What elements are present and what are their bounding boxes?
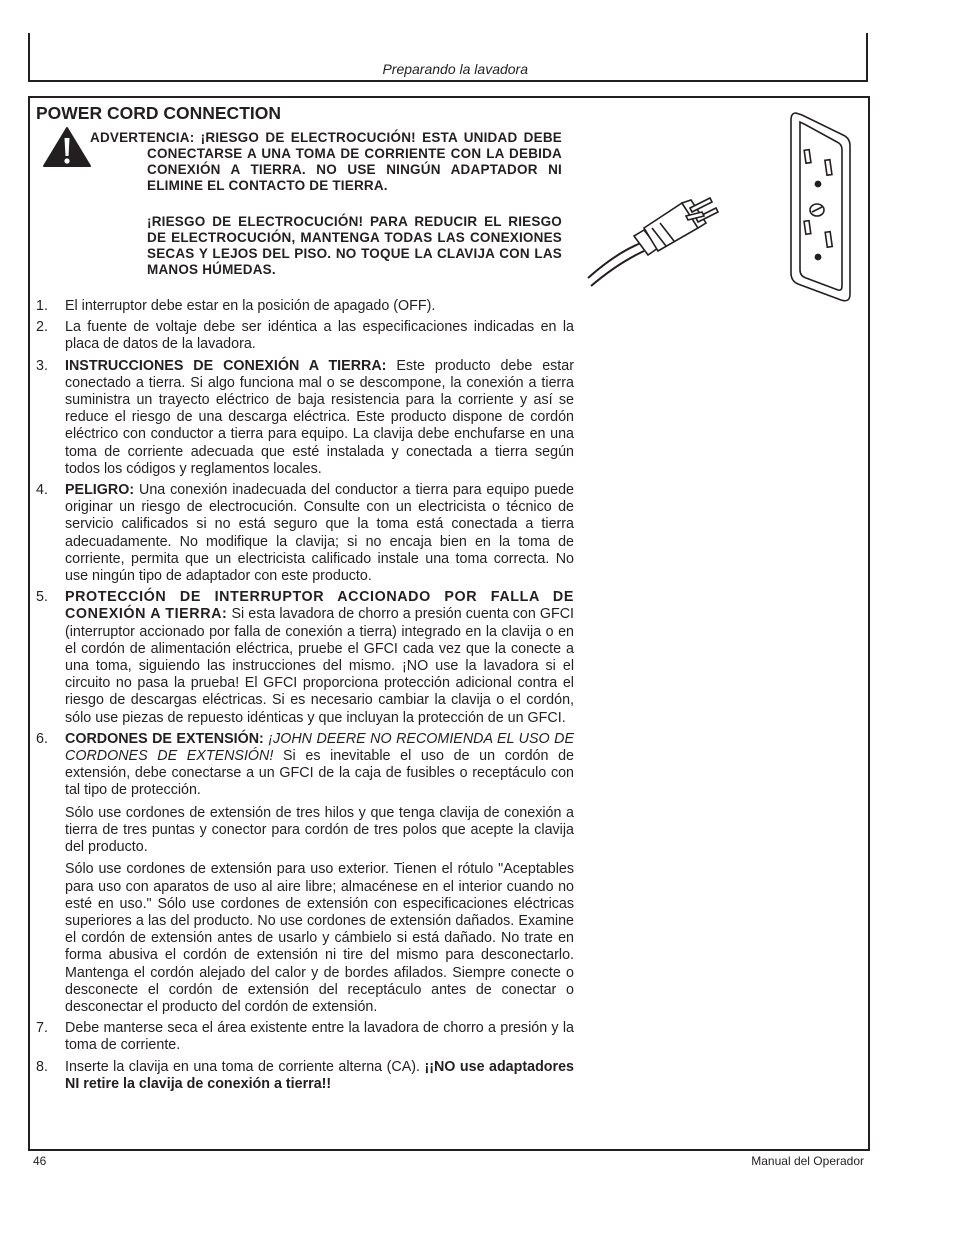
list-item [36,482,574,585]
item-lead: CORDONES DE EXTENSIÓN: [65,730,264,747]
item-text: El interruptor debe estar en la posición de apagado (OFF). [65,298,436,314]
list-item [36,1020,574,1054]
instruction-list [36,298,574,1097]
item-number: 4. [36,482,48,499]
list-item [36,319,574,353]
item-number: 6. [36,730,48,747]
item-lead: PELIGRO: [65,482,135,499]
item-text: Si esta lavadora de chorro a presión cuenta con GFCI (interruptor accionado por falla de conexión a tierra) integrado en la clavija o en el cordón de alimentación eléctrica, pruebe el GFCI cada vez que la conecte a una toma, siguiendo las instrucciones del mismo. ¡NO use la lavadora si el circuito no pasa la prueba! El GFCI proporciona protección adicional contra el riesgo de descargas eléctricas. Si es necesario cambiar la clavija o el cordón, sólo use piezas de repuesto idénticas y que incluyan la protección de un GFCI. [65,606,574,726]
item-number: 8. [36,1058,48,1075]
list-item [36,589,574,727]
plug-and-outlet-illustration [586,108,856,308]
warning-paragraph-1: ADVERTENCIA: ¡RIESGO DE ELECTROCUCIÓN! ESTA UNIDAD DEBE CONECTARSE A UNA TOMA DE CORRIENTE CON LA DEBIDA CONEXIÓN A TIERRA. NO USE NINGÚN ADAPTADOR NI ELIMINE EL CONTACTO DE TIERRA. [90,130,562,193]
item-lead: PROTECCIÓN DE INTERRUPTOR ACCIONADO POR FALLA DE CONEXIÓN A TIERRA: [65,589,574,623]
list-item [36,731,574,1016]
item-number: 2. [36,319,48,336]
list-item [36,1059,574,1093]
item-text: Debe manterse seca el área existente entre la lavadora de chorro a presión y la toma de corriente. [65,1020,574,1054]
item-text: Una conexión inadecuada del conductor a tierra para equipo puede originar un riesgo de electrocución. Consulte con un electricista o técnico de servicio calificados si no está seguro que la toma está conectada a tierra adecuadamente. No modifique la clavija; si no encaja bien en la toma de corriente, permita que un electricista calificado instale una toma correcta. No use ningún tipo de adaptador con este producto. [65,482,574,585]
item-bold-tail: ¡¡NO use adaptadores NI retire la clavija de conexión a tierra!! [65,1058,575,1092]
warning-text [90,130,562,278]
item-number: 1. [36,298,48,314]
list-item [36,358,574,478]
page-header [28,33,868,82]
item-lead: INSTRUCCIONES DE CONEXIÓN A TIERRA: [65,357,387,374]
plug [588,198,718,286]
item-number: 3. [36,357,48,374]
outlet-plate [791,113,850,301]
item-italic: ¡JOHN DEERE NO RECOMIENDA EL USO DE CORDONES DE EXTENSIÓN! [65,730,574,765]
item-text: La fuente de voltaje debe ser idéntica a las especificaciones indicadas en la placa de datos de la lavadora. [65,319,574,353]
header-title: Preparando la lavadora [382,61,528,77]
item-text: Inserte la clavija en una toma de corriente alterna (CA). [65,1058,425,1075]
list-item [36,298,574,315]
item-paragraph: Sólo use cordones de extensión para uso exterior. Tienen el rótulo "Aceptables para uso con aparatos de uso al aire libre; almacénese en el interior cuando no esté en uso." Sólo use cordones de extensión con especificaciones eléctricas superiores a las del producto. No use cordones de extensión dañados. Examine el cordón de extensión antes de usarlo y cámbielo si está dañado. No trate en forma abusiva el cordón de extensión ni tire del mismo para desconectarlo. Mantenga el cordón alejado del calor y de bordes afilados. Siempre conecte o desconecte el cordón de extensión del receptáculo antes de conectar o desconectar el producto del cordón de extensión. [65,861,574,1015]
item-number: 5. [36,589,48,606]
item-number: 7. [36,1020,48,1037]
section-title: POWER CORD CONNECTION [36,103,281,123]
item-text: Si es inevitable el uso de un cordón de extensión, debe conectarse a un GFCI de la caja de fusibles o receptáculo con tal tipo de protección. [65,748,574,799]
page-number: 46 [33,1154,47,1168]
content-box [28,96,870,1151]
manual-title: Manual del Operador [751,1154,864,1168]
warning-paragraph-2: ¡RIESGO DE ELECTROCUCIÓN! PARA REDUCIR EL RIESGO DE ELECTROCUCIÓN, MANTENGA TODAS LAS CONEXIONES SECAS Y LEJOS DEL PISO. NO TOQUE LA CLAVIJA CON LAS MANOS HÚMEDAS. [147,214,562,277]
item-text: Este producto debe estar conectado a tierra. Si algo funciona mal o se descompone, la conexión a tierra suministra un trayecto eléctrico de baja resistencia para la corriente y así se reduce el riesgo de una descarga eléctrica. Este producto dispone de cordón eléctrico con conductor a tierra para equipo. La clavija debe enchufarse en una toma de corriente adecuada que esté instalada y conectada a tierra según todos los códigos y reglamentos locales. [65,357,574,477]
warning-triangle-icon [42,126,92,168]
item-paragraph: Sólo use cordones de extensión de tres hilos y que tenga clavija de conexión a tierra de tres puntas y conector para cordón de tres polos que acepte la clavija del producto. [65,804,574,856]
